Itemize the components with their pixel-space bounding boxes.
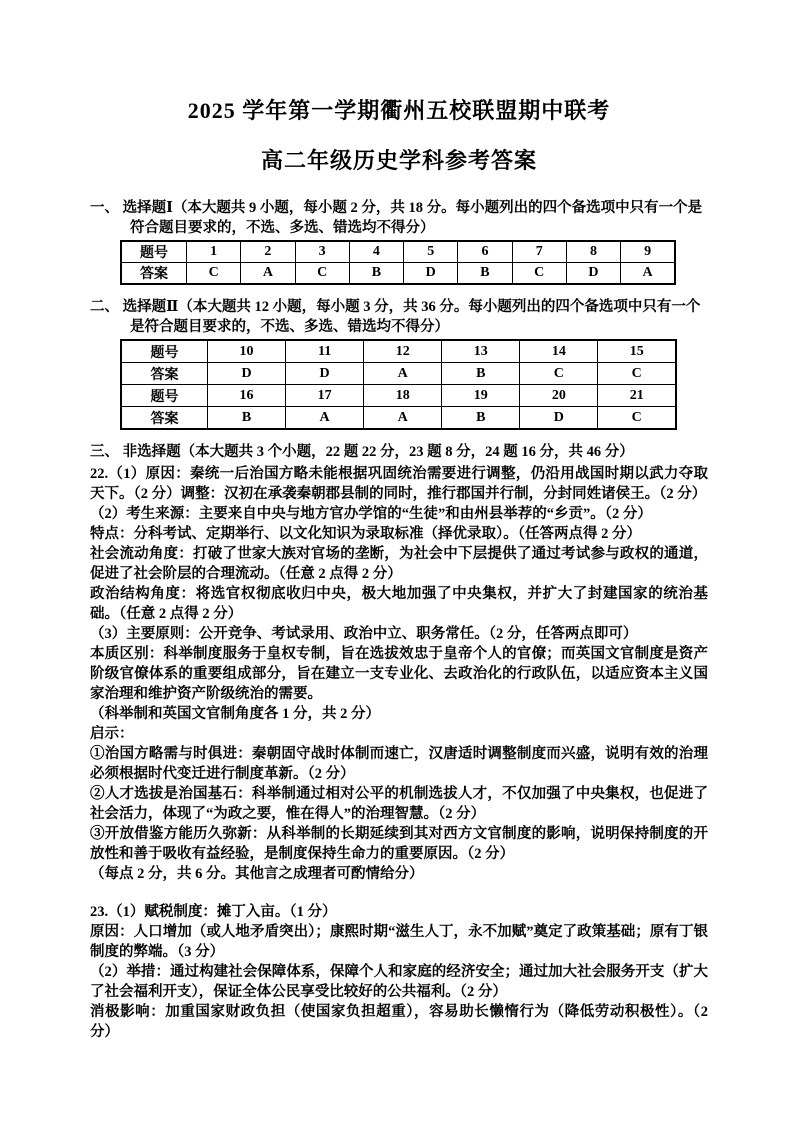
table-cell: B xyxy=(208,407,286,430)
table-cell: 15 xyxy=(598,340,676,363)
table-row xyxy=(121,241,675,263)
table-row xyxy=(121,363,676,385)
table-cell: B xyxy=(458,263,512,285)
answer-paragraph: （2）考生来源：主要来自中央与地方官办学馆的“生徒”和由州县举荐的“乡贡”。（2 分） xyxy=(90,506,652,522)
answer-paragraph: ①治国方略需与时俱进：秦朝固守战时体制而速亡，汉唐适时调整制度而兴盛，说明有效的治理必须根据时代变迁进行制度革新。（2 分） xyxy=(90,746,708,782)
table-cell: 8 xyxy=(566,241,620,263)
table-cell: 14 xyxy=(520,340,598,363)
answer-table-section2 xyxy=(120,339,677,430)
table-cell: 5 xyxy=(404,241,458,263)
table-cell: C xyxy=(520,363,598,385)
answer-table-section1 xyxy=(120,240,676,285)
table-cell: 题号 xyxy=(121,385,208,407)
table-cell: 19 xyxy=(442,385,520,407)
table-cell: C xyxy=(295,263,349,285)
table-cell: D xyxy=(208,363,286,385)
section1-heading: 一、 选择题Ⅰ（本大题共 9 小题，每小题 2 分，共 18 分。每小题列出的四个备选项中只有一个是符合题目要求的，不选、多选、错选均不得分） xyxy=(90,200,703,236)
answer-paragraph: 政治结构角度：将选官权彻底收归中央，极大地加强了中央集权，并扩大了封建国家的统治基础。（任意 2 点得 2 分） xyxy=(90,586,708,622)
table-cell: 16 xyxy=(208,385,286,407)
table-cell: D xyxy=(566,263,620,285)
table-cell: C xyxy=(512,263,566,285)
table-row xyxy=(121,340,676,363)
table-cell: 4 xyxy=(349,241,403,263)
table-cell: 6 xyxy=(458,241,512,263)
answer-paragraph: 特点：分科考试、定期举行、以文化知识为录取标准（择优录取）。（任答两点得 2 分） xyxy=(90,526,641,542)
table-cell: A xyxy=(286,407,364,430)
answer-paragraph: （3）主要原则：公开竞争、考试录用、政治中立、职务常任。（2 分，任答两点即可） xyxy=(90,626,638,642)
table-cell: 9 xyxy=(621,241,675,263)
table-cell: 17 xyxy=(286,385,364,407)
answer-paragraph: 本质区别：科举制度服务于皇权专制，旨在选拔效忠于皇帝个人的官僚；而英国文官制度是资产阶级官僚体系的重要组成部分，旨在建立一支专业化、去政治化的行政队伍，以适应资本主义国家治理和维护资产阶级统治的需要。 xyxy=(90,646,708,702)
table-cell: 7 xyxy=(512,241,566,263)
table-cell: B xyxy=(442,363,520,385)
table-cell: D xyxy=(286,363,364,385)
table-cell: 题号 xyxy=(121,241,187,263)
answer-paragraph: ②人才选拔是治国基石：科举制通过相对公平的机制选拔人才，不仅加强了中央集权，也促进了社会活力，体现了“为政之要，惟在得人”的治理智慧。（2 分） xyxy=(90,786,708,822)
question-23-answer xyxy=(90,902,708,1042)
table-cell: A xyxy=(364,363,442,385)
table-row xyxy=(121,385,676,407)
table-cell: 2 xyxy=(241,241,295,263)
table-cell: 13 xyxy=(442,340,520,363)
table-cell: B xyxy=(349,263,403,285)
answer-paragraph: ③开放借鉴方能历久弥新：从科举制的长期延续到其对西方文官制度的影响，说明保持制度的开放性和善于吸收有益经验，是制度保持生命力的重要原因。（2 分） xyxy=(90,826,708,862)
table-row xyxy=(121,407,676,430)
answer-paragraph: 社会流动角度：打破了世家大族对官场的垄断，为社会中下层提供了通过考试参与政权的通道，促进了社会阶层的合理流动。（任意 2 点得 2 分） xyxy=(90,546,708,582)
answer-paragraph: 消极影响：加重国家财政负担（使国家负担超重），容易助长懒惰行为（降低劳动积极性）。（2 分） xyxy=(90,1004,708,1040)
table-cell: D xyxy=(404,263,458,285)
table-cell: 答案 xyxy=(121,407,208,430)
table-cell: 3 xyxy=(295,241,349,263)
table-cell: A xyxy=(241,263,295,285)
answer-paragraph: 22.（1）原因：秦统一后治国方略未能根据巩固统治需要进行调整，仍沿用战国时期以武力夺取天下。（2 分）调整：汉初在承袭秦朝郡县制的同时，推行郡国并行制，分封同姓诸侯王。（2 分） xyxy=(90,466,708,502)
table-cell: 1 xyxy=(187,241,241,263)
table-cell: 20 xyxy=(520,385,598,407)
question-22-answer xyxy=(90,464,708,884)
page-title: 2025 学年第一学期衢州五校联盟期中联考 xyxy=(187,98,611,123)
section2-heading: 二、 选择题Ⅱ（本大题共 12 小题，每小题 3 分，共 36 分。每小题列出的四个备选项中只有一个是符合题目要求的，不选、多选、错选均不得分） xyxy=(90,299,701,335)
answer-paragraph: 原因：人口增加（或人地矛盾突出）；康熙时期“滋生人丁，永不加赋”奠定了政策基础；原有丁银制度的弊端。（3 分） xyxy=(90,924,708,960)
table-cell: D xyxy=(520,407,598,430)
table-cell: 12 xyxy=(364,340,442,363)
answer-paragraph: （2）举措：通过构建社会保障体系，保障个人和家庭的经济安全；通过加大社会服务开支（扩大了社会福利开支），保证全体公民享受比较好的公共福利。（2 分） xyxy=(90,964,708,1000)
table-cell: 21 xyxy=(598,385,676,407)
table-cell: 答案 xyxy=(121,363,208,385)
answer-paragraph: （每点 2 分，共 6 分。其他言之成理者可酌情给分） xyxy=(90,866,424,882)
table-cell: 18 xyxy=(364,385,442,407)
table-cell: B xyxy=(442,407,520,430)
table-cell: C xyxy=(187,263,241,285)
table-cell: A xyxy=(364,407,442,430)
page-subtitle: 高二年级历史学科参考答案 xyxy=(260,148,537,173)
table-cell: 11 xyxy=(286,340,364,363)
table-cell: C xyxy=(598,363,676,385)
answer-paragraph: （科举制和英国文官制角度各 1 分，共 2 分） xyxy=(90,706,380,722)
table-row xyxy=(121,263,675,285)
table-cell: 答案 xyxy=(121,263,187,285)
answer-paragraph: 启示： xyxy=(90,726,134,742)
table-cell: C xyxy=(598,407,676,430)
answer-paragraph: 23.（1）赋税制度：摊丁入亩。（1 分） xyxy=(90,904,337,920)
table-cell: A xyxy=(621,263,675,285)
table-cell: 10 xyxy=(208,340,286,363)
table-cell: 题号 xyxy=(121,340,208,363)
section3-heading: 三、 非选择题（本大题共 3 个小题，22 题 22 分，23 题 8 分，24 题 16 分，共 46 分） xyxy=(90,444,634,460)
